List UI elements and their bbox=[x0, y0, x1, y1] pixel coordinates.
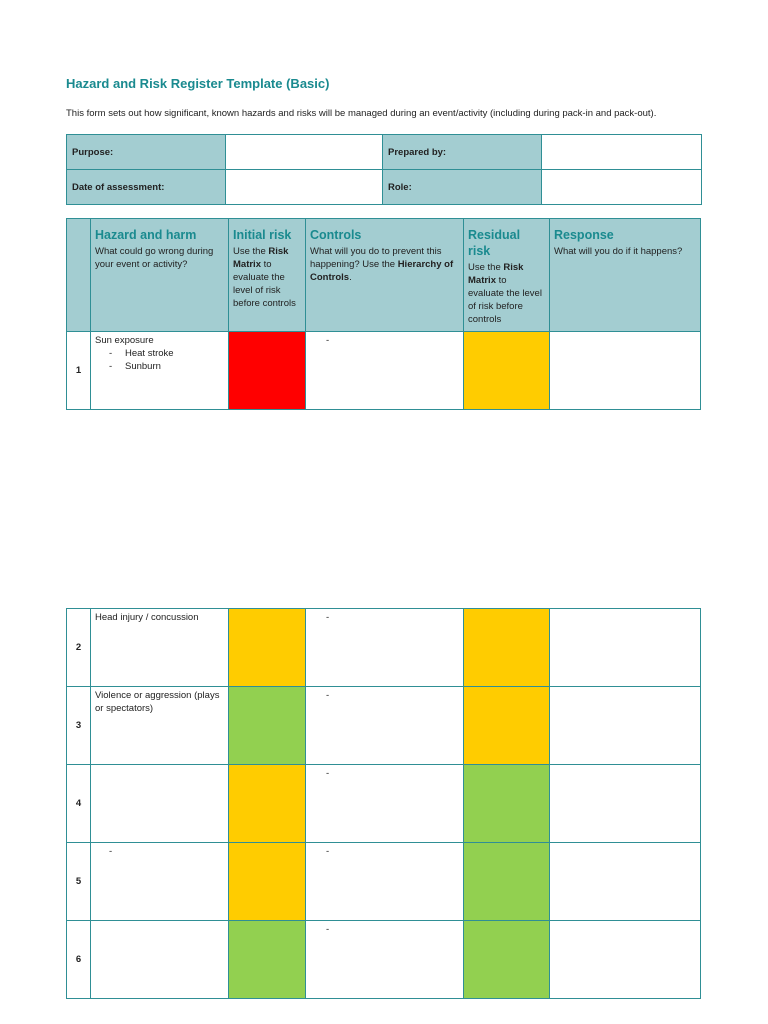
row-number: 2 bbox=[67, 609, 91, 687]
role-field[interactable] bbox=[542, 170, 702, 205]
prepared-by-label: Prepared by: bbox=[383, 135, 542, 170]
hazard-text: Violence or aggression (plays or spectators) bbox=[95, 690, 220, 714]
initial-risk-cell[interactable] bbox=[229, 765, 306, 843]
header-controls-desc-post: . bbox=[349, 272, 352, 283]
register-header-row bbox=[67, 219, 701, 332]
header-residual-desc-post: to evaluate the level of risk before controls bbox=[468, 275, 542, 325]
response-cell[interactable] bbox=[550, 609, 701, 687]
header-initial-title: Initial risk bbox=[233, 228, 292, 242]
hazard-text: Sun exposure bbox=[95, 335, 154, 346]
header-residual-title: Residual risk bbox=[468, 228, 521, 258]
residual-risk-cell[interactable] bbox=[464, 332, 550, 410]
hazard-cell[interactable] bbox=[91, 765, 229, 843]
prepared-by-field[interactable] bbox=[542, 135, 702, 170]
document-title: Hazard and Risk Register Template (Basic) bbox=[66, 76, 330, 91]
initial-risk-cell[interactable] bbox=[229, 609, 306, 687]
initial-risk-cell[interactable] bbox=[229, 843, 306, 921]
row-number: 3 bbox=[67, 687, 91, 765]
harm-list bbox=[95, 347, 224, 373]
response-cell[interactable] bbox=[550, 765, 701, 843]
harm-item: - Sunburn bbox=[109, 360, 224, 373]
risk-register-table bbox=[66, 218, 701, 410]
controls-cell[interactable]: - bbox=[306, 921, 464, 999]
hazard-cell[interactable] bbox=[91, 921, 229, 999]
hazard-cell[interactable] bbox=[91, 843, 229, 921]
residual-risk-cell[interactable] bbox=[464, 921, 550, 999]
header-residual-desc-pre: Use the bbox=[468, 262, 504, 273]
risk-register-table-continued bbox=[66, 608, 701, 999]
row-number: 4 bbox=[67, 765, 91, 843]
header-controls-desc-pre: What will you do to prevent this happening? Use the bbox=[310, 246, 442, 270]
harm-item bbox=[109, 845, 224, 858]
header-number-cell bbox=[67, 219, 91, 332]
header-response bbox=[550, 219, 701, 332]
response-cell[interactable] bbox=[550, 687, 701, 765]
harm-list bbox=[95, 845, 224, 858]
register-row bbox=[67, 609, 701, 687]
response-cell[interactable] bbox=[550, 921, 701, 999]
header-hazard-title: Hazard and harm bbox=[95, 228, 197, 242]
register-row bbox=[67, 332, 701, 410]
hazard-cell[interactable] bbox=[91, 687, 229, 765]
controls-cell[interactable]: - bbox=[306, 765, 464, 843]
hazard-text: Head injury / concussion bbox=[95, 612, 199, 623]
initial-risk-cell[interactable] bbox=[229, 332, 306, 410]
controls-cell[interactable]: - bbox=[306, 687, 464, 765]
residual-risk-cell[interactable] bbox=[464, 687, 550, 765]
header-response-title: Response bbox=[554, 228, 614, 242]
role-label: Role: bbox=[383, 170, 542, 205]
row-number: 6 bbox=[67, 921, 91, 999]
header-controls-title: Controls bbox=[310, 228, 362, 242]
controls-cell[interactable]: - bbox=[306, 332, 464, 410]
register-row bbox=[67, 687, 701, 765]
residual-risk-cell[interactable] bbox=[464, 843, 550, 921]
risk-matrix-link: Risk Matrix bbox=[233, 246, 289, 270]
controls-cell[interactable]: - bbox=[306, 843, 464, 921]
register-row bbox=[67, 765, 701, 843]
header-initial-risk bbox=[229, 219, 306, 332]
hierarchy-of-controls-link: Hierarchy of Controls bbox=[310, 259, 454, 283]
response-cell[interactable] bbox=[550, 843, 701, 921]
row-number: 5 bbox=[67, 843, 91, 921]
residual-risk-cell[interactable] bbox=[464, 765, 550, 843]
controls-cell[interactable]: - bbox=[306, 609, 464, 687]
header-initial-desc-post: to evaluate the level of risk before controls bbox=[233, 259, 296, 309]
header-controls bbox=[306, 219, 464, 332]
response-cell[interactable] bbox=[550, 332, 701, 410]
header-residual-risk bbox=[464, 219, 550, 332]
header-hazard-desc: What could go wrong during your event or activity? bbox=[95, 246, 214, 270]
date-of-assessment-label: Date of assessment: bbox=[67, 170, 226, 205]
row-number: 1 bbox=[67, 332, 91, 410]
purpose-field[interactable] bbox=[226, 135, 383, 170]
assessment-info-table bbox=[66, 134, 702, 205]
initial-risk-cell[interactable] bbox=[229, 687, 306, 765]
register-row bbox=[67, 843, 701, 921]
harm-item: - Heat stroke bbox=[109, 347, 224, 360]
residual-risk-cell[interactable] bbox=[464, 609, 550, 687]
header-initial-desc-pre: Use the bbox=[233, 246, 269, 257]
register-row bbox=[67, 921, 701, 999]
document-intro: This form sets out how significant, known hazards and risks will be managed during an event/activity (including during pack-in and pack-out). bbox=[66, 108, 657, 119]
purpose-label: Purpose: bbox=[67, 135, 226, 170]
hazard-cell[interactable] bbox=[91, 609, 229, 687]
initial-risk-cell[interactable] bbox=[229, 921, 306, 999]
date-of-assessment-field[interactable] bbox=[226, 170, 383, 205]
hazard-cell[interactable] bbox=[91, 332, 229, 410]
risk-matrix-link: Risk Matrix bbox=[468, 262, 524, 286]
header-hazard bbox=[91, 219, 229, 332]
header-response-desc: What will you do if it happens? bbox=[554, 246, 683, 257]
